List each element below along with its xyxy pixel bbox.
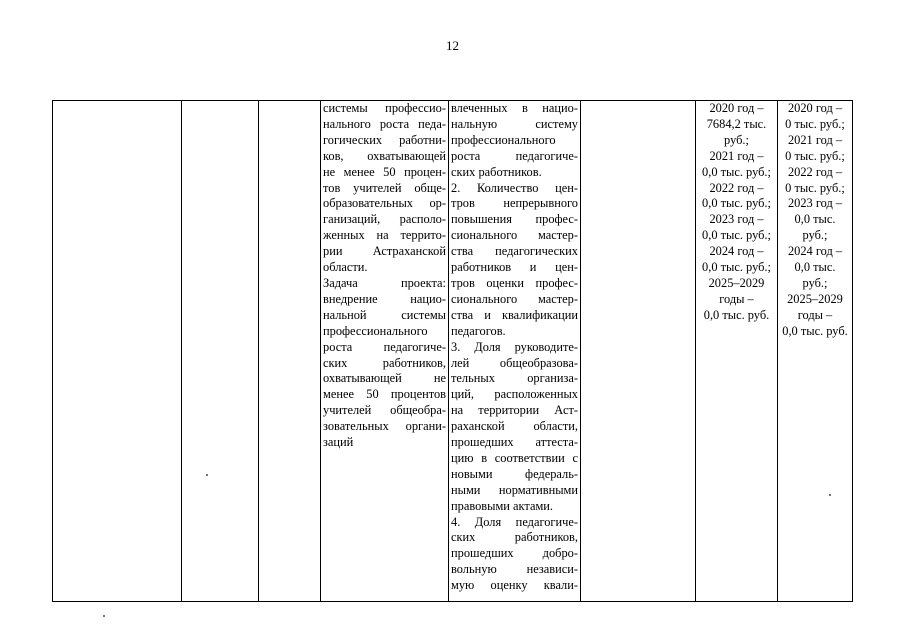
text-line: 2025–2029 [787, 291, 843, 306]
text-line: годы – [719, 291, 754, 306]
text-line: нальную систему [451, 116, 578, 131]
text-line: 0,0 тыс. [794, 260, 836, 275]
text-line: тельных организа- [451, 371, 578, 386]
text-line: тров непрерывного [451, 196, 578, 211]
text-line: 2020 год – [709, 101, 764, 115]
text-line: 2021 год – [787, 132, 843, 147]
text-line: годы – [797, 307, 833, 322]
page-number: 12 [446, 38, 459, 53]
text-line: ков, охватывающей [323, 148, 446, 163]
text-line: области. [323, 260, 368, 275]
funding-cell-federal [696, 101, 778, 602]
text-line: нального роста педа- [323, 116, 446, 131]
text-line: 0 тыс. руб.; [785, 148, 845, 163]
text-line: правовыми актами. [451, 498, 554, 513]
text-line: Задача проекта: [323, 275, 446, 290]
text-line: внедрение нацио- [323, 291, 446, 306]
text-line: 0,0 тыс. руб.; [702, 260, 771, 275]
text-line: ских работников. [451, 164, 542, 179]
text-line: 0 тыс. руб.; [785, 180, 845, 195]
text-line: 3. Доля руководите- [451, 339, 578, 354]
empty-cell [581, 101, 696, 602]
text-line: 0,0 тыс. руб.; [702, 164, 771, 179]
text-line: ганизаций, располо- [323, 212, 446, 227]
text-line: 2022 год – [709, 180, 764, 195]
empty-cell [53, 101, 182, 602]
text-line: 0,0 тыс. руб. [703, 307, 770, 322]
text-line: ства и квалификации [451, 307, 578, 322]
text-line: учителей общеобра- [323, 403, 446, 418]
text-line: нальной системы [323, 307, 446, 322]
text-line: 0,0 тыс. руб.; [702, 196, 771, 211]
text-line: работников и цен- [451, 260, 578, 275]
text-line: 0 тыс. руб.; [785, 116, 845, 131]
text-line: заций [323, 435, 354, 450]
text-line: 0,0 тыс. руб.; [702, 228, 771, 243]
text-line: 2021 год – [709, 148, 764, 163]
text-line: прошедших аттеста- [451, 435, 578, 450]
funding-cell-regional [778, 101, 853, 602]
text-line: 2025–2029 [708, 275, 765, 290]
text-line: лей общеобразова- [451, 355, 578, 370]
text-line: прошедших добро- [451, 546, 578, 561]
text-line: охватывающей не [323, 371, 446, 386]
text-line: 2024 год – [787, 244, 843, 259]
text-line: ских работников, [451, 530, 578, 545]
scan-speck [829, 494, 831, 496]
text-line: сионального мастер- [451, 228, 578, 243]
text-line: зовательных органи- [323, 419, 446, 434]
text-line: повышения профес- [451, 212, 578, 227]
text-line: 4. Доля педагогиче- [451, 514, 578, 529]
empty-cell [182, 101, 259, 602]
text-line: руб.; [802, 228, 828, 243]
text-line: руб.; [724, 132, 749, 147]
task-cell [321, 101, 449, 602]
table-row [53, 101, 853, 602]
text-line: 2022 год – [787, 164, 843, 179]
text-line: новыми федераль- [451, 466, 578, 481]
text-line: 2. Количество цен- [451, 180, 578, 195]
text-line: ских работников, [323, 355, 446, 370]
text-line: женных на террито- [323, 228, 446, 243]
text-line: раханской области, [451, 419, 578, 434]
text-line: 2023 год – [787, 196, 843, 211]
text-line: вольную независи- [451, 562, 578, 577]
text-line: менее 50 процентов [323, 387, 446, 402]
text-line: роста педагогиче- [323, 339, 446, 354]
text-line: рии Астраханской [323, 244, 446, 259]
scan-speck [103, 615, 105, 617]
text-line: профессионального [323, 323, 428, 338]
text-line: 0,0 тыс. руб. [782, 323, 848, 338]
text-line: цию в соответствии с [451, 450, 578, 465]
text-line: ными нормативными [451, 482, 578, 497]
scan-speck [206, 474, 208, 476]
text-line: мую оценку квали- [451, 578, 578, 593]
text-line: образовательных ор- [323, 196, 446, 211]
text-line: влеченных в нацио- [451, 101, 578, 115]
text-line: ций, расположенных [451, 387, 578, 402]
text-line: 2023 год – [709, 212, 764, 227]
text-line: системы профессио- [323, 101, 446, 115]
text-line: 2020 год – [787, 101, 843, 115]
empty-cell [259, 101, 321, 602]
text-line: ства педагогических [451, 244, 578, 259]
text-line: тов учителей обще- [323, 180, 446, 195]
text-line: 7684,2 тыс. [706, 116, 767, 131]
text-line: профессионального [451, 132, 556, 147]
program-table [52, 100, 853, 602]
text-line: тров оценки профес- [451, 275, 578, 290]
indicator-cell [449, 101, 581, 602]
text-line: сионального мастер- [451, 291, 578, 306]
text-line: педагогов. [451, 323, 506, 338]
text-line: руб.; [802, 275, 828, 290]
text-line: роста педагогиче- [451, 148, 578, 163]
text-line: на территории Аст- [451, 403, 578, 418]
text-line: гогических работни- [323, 132, 446, 147]
text-line: 0,0 тыс. [794, 212, 836, 227]
text-line: 2024 год – [709, 244, 764, 259]
text-line: не менее 50 процен- [323, 164, 446, 179]
